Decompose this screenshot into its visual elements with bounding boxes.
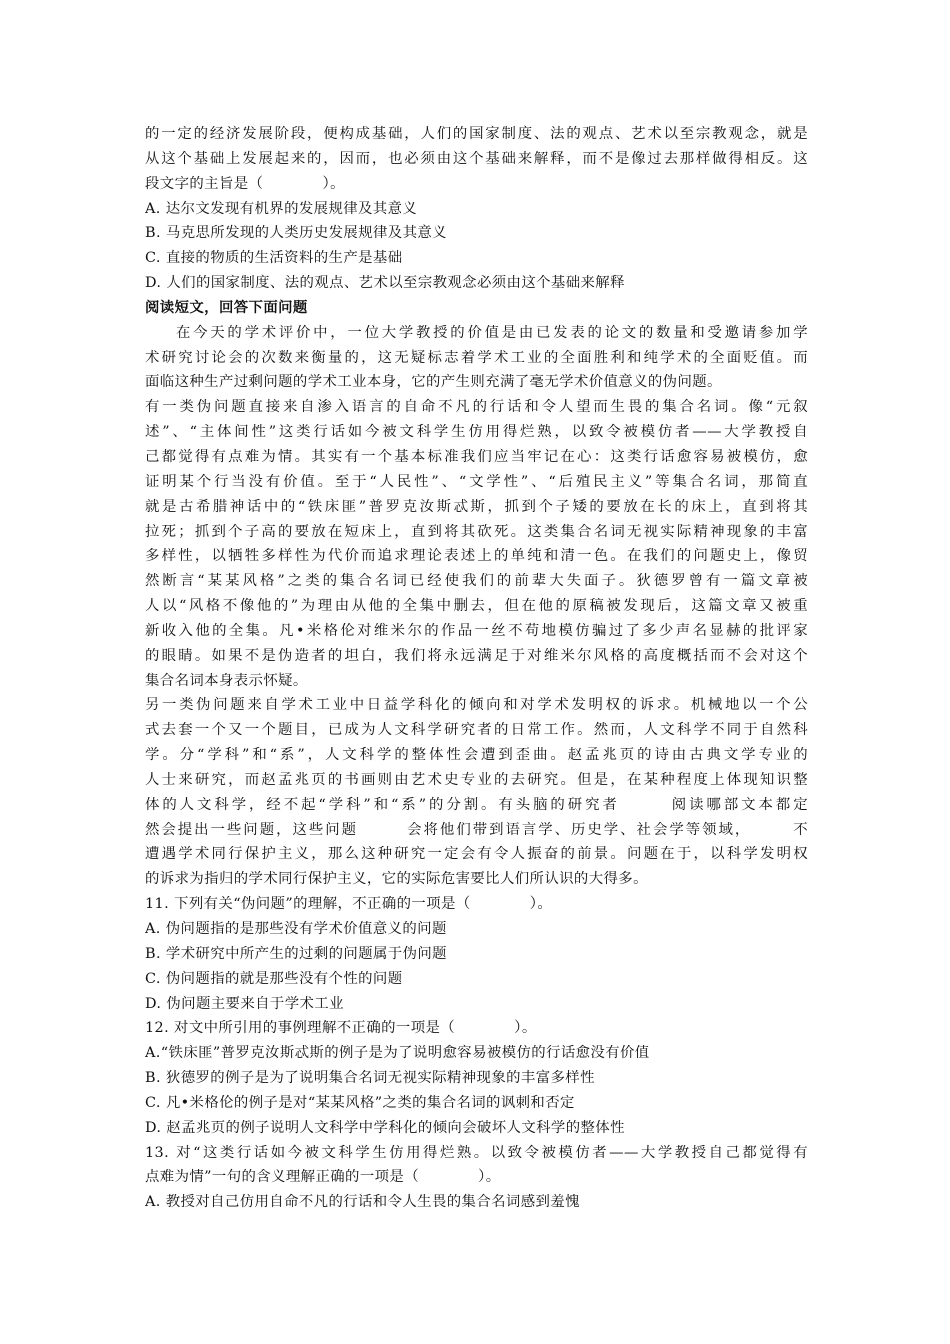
document-body [145,122,808,1215]
text-line: 己都觉得有点难为情。其实有一个基本标准我们应当牢记在心：这类行话愈容易被模仿，愈 [145,448,808,465]
answer-option: D. 人们的国家制度、法的观点、艺术以至宗教观念必须由这个基础来解释 [145,275,625,292]
text-line: 多样性，以牺牲多样性为代价而追求理论表述上的单纯和清一色。在我们的问题史上，像贸 [145,548,808,565]
text-line: 然断言“某某风格”之类的集合名词已经使我们的前辈大失面子。狄德罗曾有一篇文章被 [145,573,808,590]
answer-option: B. 马克思所发现的人类历史发展规律及其意义 [145,225,447,242]
question-stem: 11. 下列有关“伪问题”的理解，不正确的一项是（ ）。 [145,896,553,913]
text-line: 段文字的主旨是（ ）。 [145,175,345,192]
text-line: 集合名词本身表示怀疑。 [145,672,308,689]
question-stem: 12. 对文中所引用的事例理解不正确的一项是（ ）。 [145,1020,537,1037]
text-line: 点难为情”一句的含义理解正确的一项是（ ）。 [145,1169,501,1186]
text-line: 的一定的经济发展阶段，便构成基础，人们的国家制度、法的观点、艺术以至宗教观念，就是 [145,126,808,142]
question-stem: 13. 对“这类行话如今被文科学生仿用得烂熟。以致令被模仿者——大学教授自己都觉得有 [145,1144,808,1161]
text-line: 术研究讨论会的次数来衡量的，这无疑标志着学术工业的全面胜利和纯学术的全面贬值。而 [145,349,808,366]
text-line: 的诉求为指归的学术同行保护主义，它的实际危害要比人们所认识的大得多。 [145,871,648,888]
text-line: 的眼睛。如果不是伪造者的坦白，我们将永远满足于对维米尔风格的高度概括而不会对这个 [145,647,808,664]
answer-option: A. 伪问题指的是那些没有学术价值意义的问题 [145,921,447,937]
answer-option: C. 凡•米格伦的例子是对“某某风格”之类的集合名词的讽刺和否定 [145,1094,575,1111]
text-line: 述”、“主体间性”这类行话如今被文科学生仿用得烂熟，以致令被模仿者——大学教授自 [145,424,808,441]
text-line: 学。分“学科”和“系”，人文科学的整体性会遭到歪曲。赵孟兆页的诗由古典文学专业的 [145,747,808,764]
answer-option: A. 达尔文发现有机界的发展规律及其意义 [145,200,418,217]
text-line: 有一类伪问题直接来自渗入语言的自命不凡的行话和令人望而生畏的集合名词。像“元叙 [145,399,808,416]
text-line: 然会提出一些问题，这些问题 会将他们带到语言学、历史学、社会学等领域， 不 [145,821,808,838]
answer-option: C. 伪问题指的就是那些没有个性的问题 [145,970,403,987]
text-line: 体的人文科学，经不起“学科”和“系”的分割。有头脑的研究者 阅读哪部文本都定 [145,796,808,813]
answer-option: A. 教授对自己仿用自命不凡的行话和令人生畏的集合名词感到羞愧 [145,1194,580,1211]
answer-option: D. 赵孟兆页的例子说明人文科学中学科化的倾向会破坏人文科学的整体性 [145,1119,625,1136]
text-line: 从这个基础上发展起来的，因而，也必须由这个基础来解释，而不是像过去那样做得相反。这 [145,150,808,167]
answer-option: C. 直接的物质的生活资料的生产是基础 [145,250,403,267]
text-line: 新收入他的全集。凡•米格伦对维米尔的作品一丝不苟地模仿骗过了多少声名显赫的批评家 [145,622,808,639]
text-line: 面临这种生产过剩问题的学术工业本身，它的产生则充满了毫无学术价值意义的伪问题。 [145,374,722,391]
text-line: 在今天的学术评价中，一位大学教授的价值是由已发表的论文的数量和受邀请参加学 [176,324,808,341]
text-line: 人士来研究，而赵孟兆页的书画则由艺术史专业的去研究。但是，在某种程度上体现知识整 [145,771,808,788]
text-line: 拉死；抓到个子高的要放在短床上，直到将其砍死。这类集合名词无视实际精神现象的丰富 [145,523,808,540]
text-line: 另一类伪问题来自学术工业中日益学科化的倾向和对学术发明权的诉求。机械地以一个公 [145,697,808,714]
answer-option: B. 学术研究中所产生的过剩的问题属于伪问题 [145,945,447,962]
text-line: 证明某个行当没有价值。至于“人民性”、“文学性”、“后殖民主义”等集合名词，那简直 [145,473,808,490]
text-line: 遭遇学术同行保护主义，那么这种研究一定会有令人振奋的前景。问题在于，以科学发明权 [145,846,808,863]
text-line: 式去套一个又一个题目，已成为人文科学研究者的日常工作。然而，人文科学不同于自然科 [145,722,808,739]
text-line: 人以“风格不像他的”为理由从他的全集中删去，但在他的原稿被发现后，这篇文章又被重 [145,598,808,615]
answer-option: B. 狄德罗的例子是为了说明集合名词无视实际精神现象的丰富多样性 [145,1070,595,1087]
answer-option: A.“铁床匪”普罗克汝斯忒斯的例子是为了说明愈容易被模仿的行话愈没有价值 [145,1045,650,1062]
section-heading: 阅读短文，回答下面问题 [145,298,308,316]
text-line: 就是古希腊神话中的“铁床匪”普罗克汝斯忒斯，抓到个子矮的要放在长的床上，直到将其 [145,498,808,515]
answer-option: D. 伪问题主要来自于学术工业 [145,995,344,1012]
